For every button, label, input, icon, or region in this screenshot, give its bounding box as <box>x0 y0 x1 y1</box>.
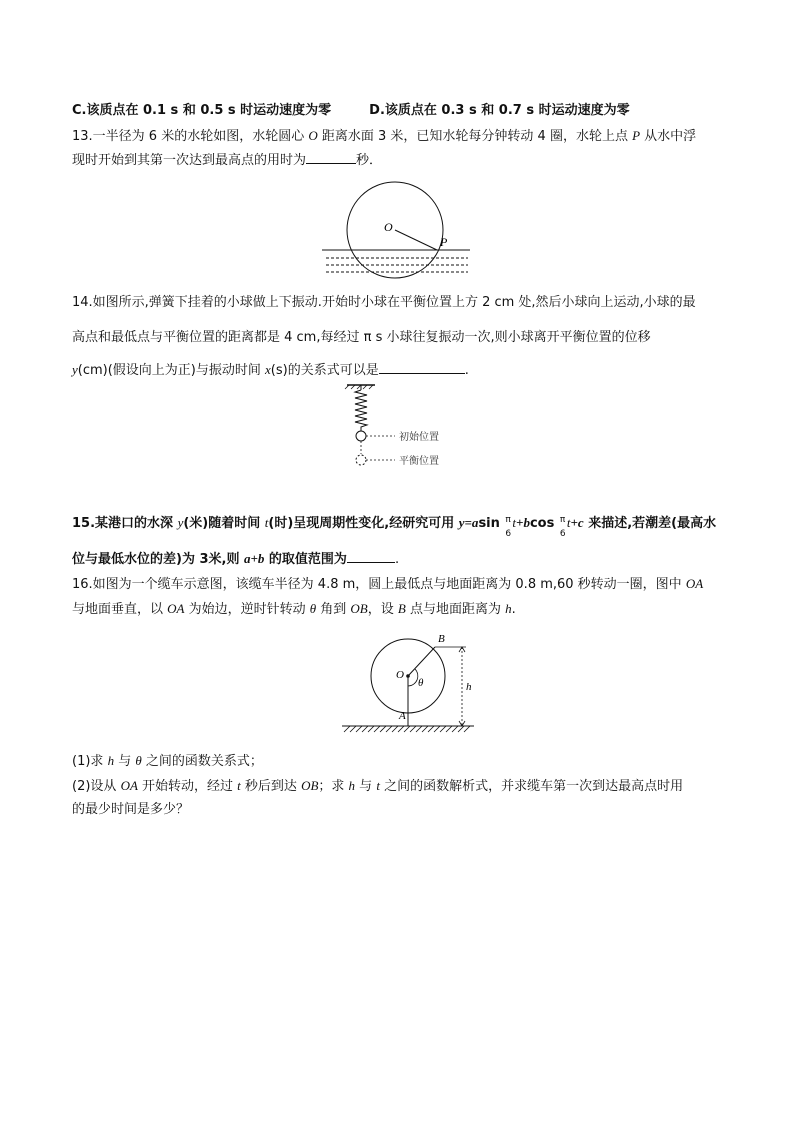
q15-answer-blank <box>347 550 395 563</box>
q16-cable-car-figure <box>338 630 488 745</box>
label-a: A <box>399 710 406 722</box>
q15-line-2: 位与最低水位的差)为 3米,则 a+b 的取值范围为 . <box>72 551 400 567</box>
label-b: B <box>438 633 445 645</box>
q15-line-1: 15.某港口的水深 y(米)随着时间 t(时)呈现周期性变化,经研究可用 y=asin π 6 t+bcos π 6 t+c 来描述,若潮差(最高水 <box>72 515 717 539</box>
q14-line-2: 高点和最低点与平衡位置的距离都是 4 cm,每经过 π s 小球往复振动一次,则小球离开平衡位置的位移 <box>72 330 651 345</box>
q13-answer-blank <box>306 151 356 164</box>
q16-sub-2-line-2: 的最少时间是多少？ <box>72 802 190 817</box>
q12-option-c: C.该质点在 0.1 s 和 0.5 s 时运动速度为零 <box>72 103 332 118</box>
q14-line-3: y(cm)(假设向上为正)与振动时间 x(s)的关系式可以是 . <box>72 362 469 378</box>
label-o: O <box>396 669 404 681</box>
balance-position-label: 平衡位置 <box>399 456 439 467</box>
q14-line-1: 14.如图所示,弹簧下挂着的小球做上下振动.开始时小球在平衡位置上方 2 cm 处,然后小球向上运动,小球的最 <box>72 295 696 310</box>
q16-sub-2-line-1: (2)设从 OA 开始转动，经过 t 秒后到达 OB；求 h 与 t 之间的函数解析式，并求缆车第一次到达最高点时用 <box>72 778 684 794</box>
wheel-radius-op <box>395 230 437 250</box>
fraction-pi-over-6: π 6 <box>559 515 566 539</box>
q16-line-1: 16.如图为一个缆车示意图，该缆车半径为 4.8 m，圆上最低点与地面距离为 0.8 m,60 秒转动一圈，图中 OA <box>72 576 704 592</box>
theta-arc <box>408 669 418 686</box>
ball-initial-position <box>356 431 366 441</box>
fraction-pi-over-6: π 6 <box>505 515 512 539</box>
initial-position-label: 初始位置 <box>399 432 439 443</box>
wheel-center-label: O <box>384 220 393 234</box>
spring-coil <box>355 390 367 431</box>
wheel-point-p-label: P <box>440 235 448 249</box>
q14-answer-blank <box>379 361 465 374</box>
q12-options <box>72 102 630 120</box>
q16-line-2: 与地面垂直，以 OA 为始边，逆时针转动 θ 角到 OB，设 B 点与地面距离为 h. <box>72 601 516 617</box>
q13-line-1: 13.一半径为 6 米的水轮如图，水轮圆心 O 距离水面 3 米，已知水轮每分钟转动 4 圈，水轮上点 P 从水中浮 <box>72 128 697 144</box>
q12-option-d: D.该质点在 0.3 s 和 0.7 s 时运动速度为零 <box>369 103 630 118</box>
ground-hatch <box>344 726 470 732</box>
label-h: h <box>466 681 472 693</box>
radius-ob <box>408 647 435 676</box>
q16-sub-1: (1)求 h 与 θ 之间的函数关系式； <box>72 753 263 769</box>
q14-spring-figure <box>345 383 465 473</box>
q13-water-wheel-figure <box>318 178 478 278</box>
q13-line-2: 现时开始到其第一次达到最高点的用时为 秒． <box>72 153 383 168</box>
ball-balance-position <box>356 455 366 465</box>
label-theta: θ <box>418 677 424 689</box>
